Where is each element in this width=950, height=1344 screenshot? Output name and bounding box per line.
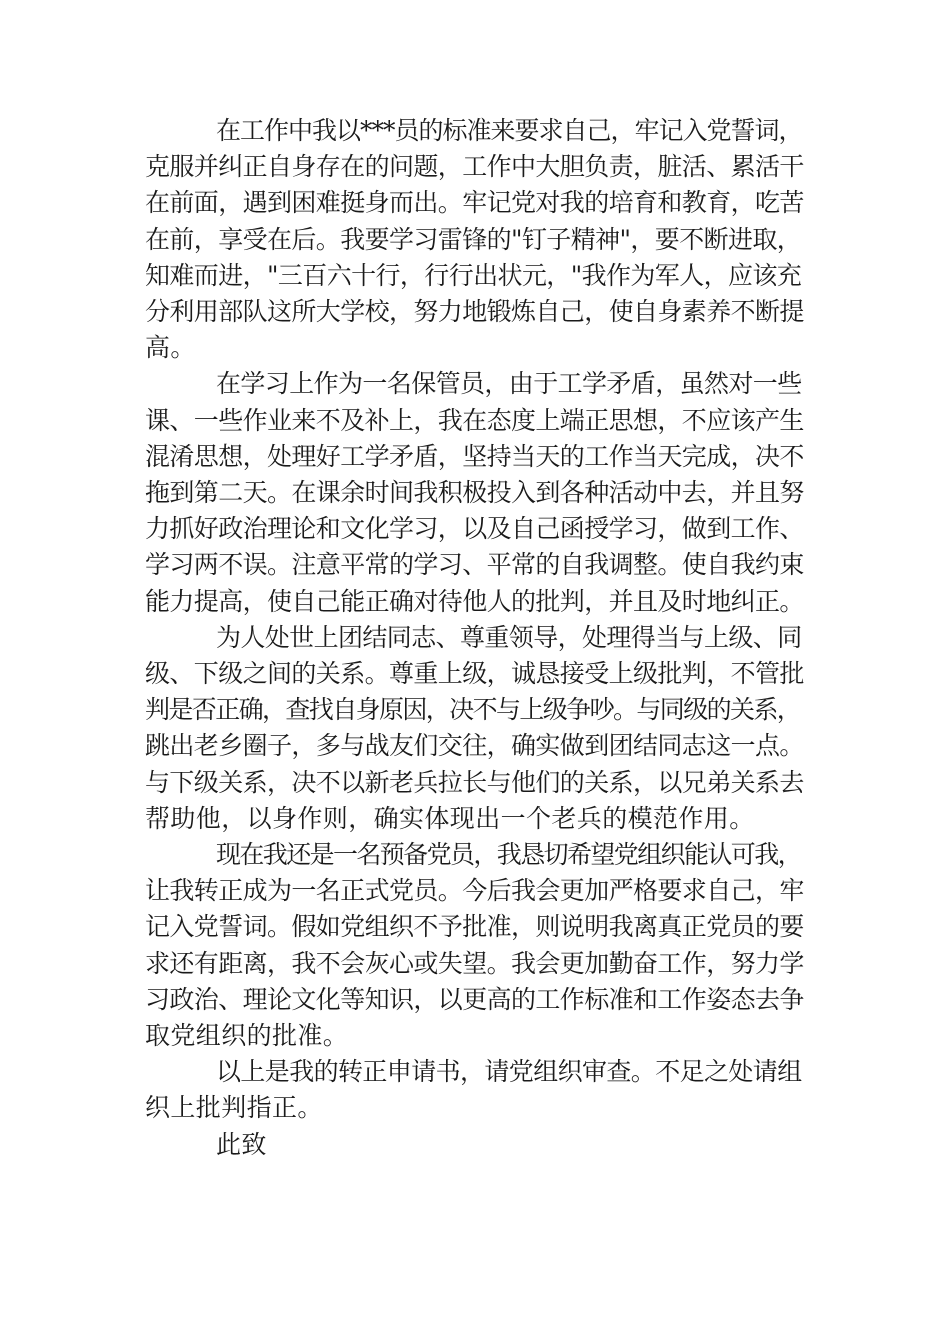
text-line: 在前面，遇到困难挺身而出。牢记党对我的培育和教育，吃苦 xyxy=(145,188,804,218)
document-body xyxy=(145,113,805,1163)
text-line: 帮助他，以身作则，确实体现出一个老兵的模范作用。 xyxy=(145,803,755,833)
text-line: 学习两不误。注意平常的学习、平常的自我调整。使自我约束 xyxy=(145,550,804,580)
paragraph-study xyxy=(145,366,805,619)
salutation xyxy=(145,1127,805,1163)
text-line: 在前，享受在后。我要学习雷锋的"钉子精神"，要不断进取， xyxy=(145,224,802,254)
text-line: 级、下级之间的关系。尊重上级，诚恳接受上级批判，不管批 xyxy=(145,659,804,689)
paragraph-work xyxy=(145,113,805,366)
text-line: 力抓好政治理论和文化学习，以及自己函授学习，做到工作、 xyxy=(145,514,804,544)
text-line: 让我转正成为一名正式党员。今后我会更加严格要求自己，牢 xyxy=(145,876,804,906)
paragraph-relations xyxy=(145,620,805,837)
text-line: 拖到第二天。在课余时间我积极投入到各种活动中去，并且努 xyxy=(145,478,804,508)
text-line: 以上是我的转正申请书，请党组织审查。不足之处请组 xyxy=(216,1057,802,1087)
text-line: 在工作中我以***员的标准来要求自己，牢记入党誓词， xyxy=(216,116,803,145)
text-line: 此致 xyxy=(216,1129,267,1159)
text-line: 为人处世上团结同志、尊重领导，处理得当与上级、同 xyxy=(216,622,802,652)
text-line: 分利用部队这所大学校，努力地锻炼自己，使自身素养不断提 xyxy=(145,297,804,327)
text-line: 取党组织的批准。 xyxy=(145,1021,349,1051)
text-line: 求还有距离，我不会灰心或失望。我会更加勤奋工作，努力学 xyxy=(145,948,804,978)
text-line: 知难而进，"三百六十行，行行出状元，"我作为军人，应该充 xyxy=(145,260,802,290)
text-line: 在学习上作为一名保管员，由于工学矛盾，虽然对一些 xyxy=(216,369,802,399)
text-line: 与下级关系，决不以新老兵拉长与他们的关系，以兄弟关系去 xyxy=(145,767,804,797)
text-line: 课、一些作业来不及补上，我在态度上端正思想，不应该产生 xyxy=(145,405,804,435)
text-line: 高。 xyxy=(145,333,196,363)
text-line: 判是否正确，查找自身原因，决不与上级争吵。与同级的关系， xyxy=(145,695,801,725)
text-line: 克服并纠正自身存在的问题，工作中大胆负责，脏活、累活干 xyxy=(145,152,804,182)
text-line: 习政治、理论文化等知识，以更高的工作标准和工作姿态去争 xyxy=(145,984,804,1014)
paragraph-closing xyxy=(145,1054,805,1126)
text-line: 混淆思想，处理好工学矛盾，坚持当天的工作当天完成，决不 xyxy=(145,441,804,471)
text-line: 跳出老乡圈子，多与战友们交往，确实做到团结同志这一点。 xyxy=(145,731,804,761)
paragraph-request xyxy=(145,837,805,1054)
text-line: 记入党誓词。假如党组织不予批准，则说明我离真正党员的要 xyxy=(145,912,804,942)
text-line: 能力提高，使自己能正确对待他人的批判，并且及时地纠正。 xyxy=(145,586,804,616)
text-line: 现在我还是一名预备党员，我恳切希望党组织能认可我， xyxy=(216,840,802,870)
text-line: 织上批判指正。 xyxy=(145,1093,323,1123)
